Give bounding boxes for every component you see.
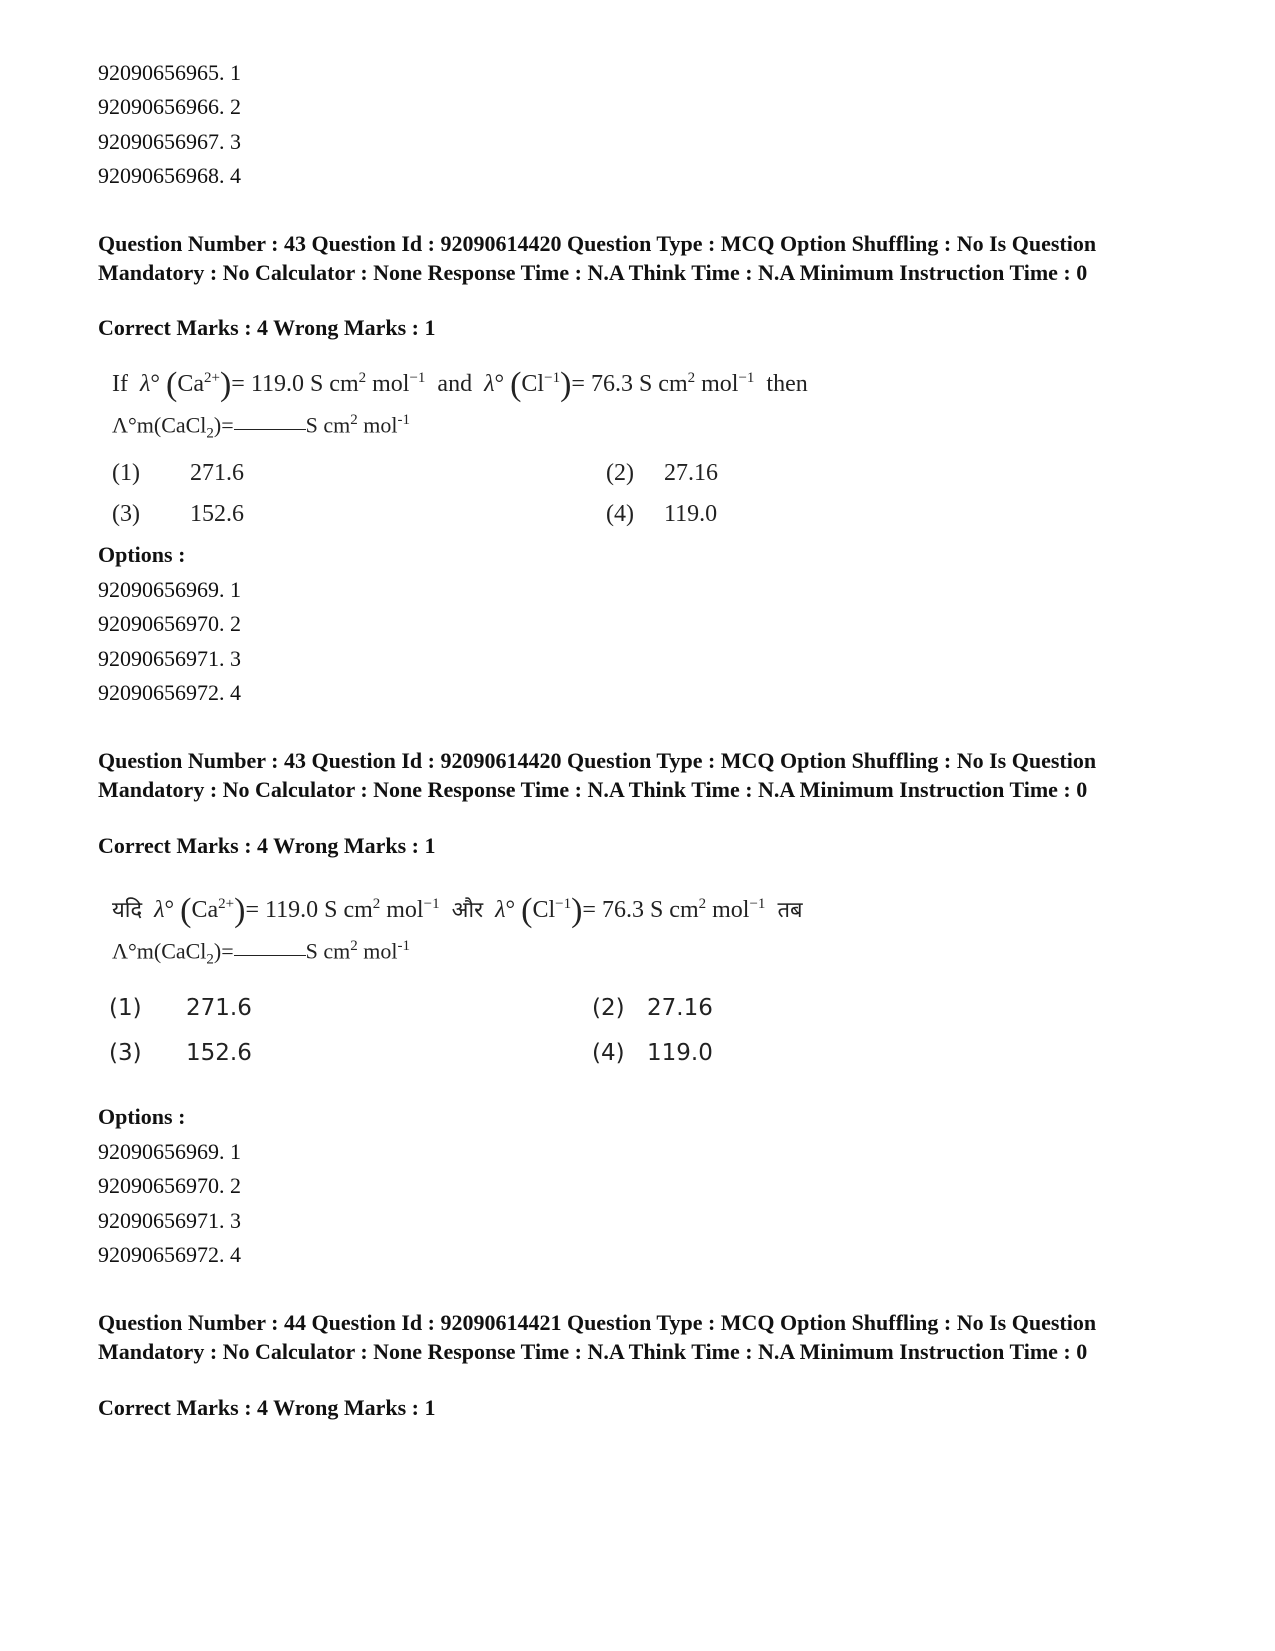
ion-ca: Ca xyxy=(191,897,219,923)
stem-if: If xyxy=(112,371,128,397)
answer-mol: mol xyxy=(363,412,398,438)
question-43-options xyxy=(98,573,241,710)
stem-if: यदि xyxy=(112,898,143,923)
choice-value: 119.0 xyxy=(664,501,718,527)
choice-value: 27.16 xyxy=(647,995,713,1021)
ion-ca-charge: 2+ xyxy=(204,370,220,386)
ion-cl: Cl xyxy=(521,371,545,397)
option-item: 92090656970. 2 xyxy=(98,1173,241,1199)
answer-sub: 2 xyxy=(206,951,214,968)
choice-value: 271.6 xyxy=(186,995,252,1021)
unit-exp: −1 xyxy=(749,896,766,912)
stem-and: and xyxy=(437,371,473,397)
ion-ca-charge: 2+ xyxy=(218,896,235,912)
previous-question-options xyxy=(98,56,241,193)
choice-number: (4) xyxy=(606,501,634,527)
unit-exp: −1 xyxy=(409,370,426,386)
question-43-hindi-options xyxy=(98,1135,241,1272)
stem-then: then xyxy=(766,371,808,397)
answer-blank xyxy=(234,955,306,956)
option-item: 92090656971. 3 xyxy=(98,1207,241,1233)
option-item: 92090656966. 2 xyxy=(98,94,241,120)
value-ca: = 119.0 S cm xyxy=(231,371,359,397)
value-cl: = 76.3 S cm xyxy=(582,897,699,923)
options-label: Options : xyxy=(98,1104,186,1129)
answer-lhs: Λ°m(CaCl xyxy=(112,938,207,964)
option-item: 92090656972. 4 xyxy=(98,1241,241,1267)
value-cl: = 76.3 S cm xyxy=(571,371,688,397)
unit-exp: −1 xyxy=(738,370,755,386)
question-43-stem: If λ° $(Ca^{2+})= 119.0$ S $cm^2$ mol$^{-1}$ and λ° $(Cl^{-1})= 76.3$ S $cm^2$ mol$^{-1}$ then Λ°m(CaCl$_2$)= S $cm^2$ mol$^{-1}$ xyxy=(112,366,808,442)
answer-unit: S cm xyxy=(305,938,351,964)
choice-number: (1) xyxy=(112,460,140,486)
option-item: 92090656971. 3 xyxy=(98,645,241,671)
question-43-hindi-meta: Question Number : 43 Question Id : 92090614420 Question Type : MCQ Option Shuffling : No Is Question Mandatory : No Calculator : None Response Time : N.A Think Time : N.A Minimum Instruction Time : 0 xyxy=(98,748,1097,802)
stem-then: तब xyxy=(777,898,803,923)
ion-cl-charge: −1 xyxy=(555,896,572,912)
choice-value: 152.6 xyxy=(186,1040,252,1066)
question-43-meta: Question Number : 43 Question Id : 92090614420 Question Type : MCQ Option Shuffling : No Is Question Mandatory : No Calculator : None Response Time : N.A Think Time : N.A Minimum Instruction Time : 0 xyxy=(98,231,1097,285)
answer-lhs: Λ°m(CaCl xyxy=(112,412,207,438)
choice-number: (1) xyxy=(109,995,142,1021)
choice-value: 152.6 xyxy=(190,501,244,527)
choice-value: 271.6 xyxy=(190,460,244,486)
choice-number: (3) xyxy=(109,1040,142,1066)
question-44-meta: Question Number : 44 Question Id : 92090614421 Question Type : MCQ Option Shuffling : No Is Question Mandatory : No Calculator : None Response Time : N.A Think Time : N.A Minimum Instruction Time : 0 xyxy=(98,1310,1097,1364)
answer-mol-exp: -1 xyxy=(397,412,411,428)
value-ca: = 119.0 S cm xyxy=(245,897,373,923)
question-43-marks: Correct Marks : 4 Wrong Marks : 1 xyxy=(98,315,436,340)
answer-sub: 2 xyxy=(206,425,214,442)
options-label: Options : xyxy=(98,542,186,567)
answer-eq: )= xyxy=(213,412,234,438)
option-item: 92090656968. 4 xyxy=(98,162,241,188)
answer-eq: )= xyxy=(213,938,234,964)
answer-unit-exp: 2 xyxy=(350,938,358,954)
option-item: 92090656965. 1 xyxy=(98,60,241,85)
option-item: 92090656972. 4 xyxy=(98,679,241,705)
option-item: 92090656970. 2 xyxy=(98,611,241,637)
question-43-hindi-stem: यदि λ° $(Ca^{2+})= 119.0$ S $cm^2$ mol$^{-1}$ और λ° $(Cl^{-1})= 76.3$ S $cm^2$ mol$^{-1}$ तब Λ°m(CaCl$_2$)= S $cm^2$ mol$^{-1}$ xyxy=(112,892,803,968)
stem-and: और xyxy=(451,898,484,923)
choice-number: (2) xyxy=(592,995,625,1021)
option-item: 92090656969. 1 xyxy=(98,1139,241,1164)
answer-unit-exp: 2 xyxy=(350,412,358,428)
ion-ca: Ca xyxy=(177,371,204,397)
unit-mol: mol xyxy=(712,897,750,923)
ion-cl-charge: −1 xyxy=(544,370,561,386)
choice-number: (4) xyxy=(592,1040,625,1066)
question-43-hindi-marks: Correct Marks : 4 Wrong Marks : 1 xyxy=(98,833,436,858)
choice-number: (3) xyxy=(112,501,140,527)
unit-mol: mol xyxy=(386,897,424,923)
answer-unit: S cm xyxy=(305,412,351,438)
option-item: 92090656967. 3 xyxy=(98,128,241,154)
option-item: 92090656969. 1 xyxy=(98,577,241,602)
question-43-hindi-choices xyxy=(109,986,762,1076)
unit-exp: −1 xyxy=(423,896,440,912)
unit-mol: mol xyxy=(701,371,739,397)
choice-number: (2) xyxy=(606,460,634,486)
question-43-choices xyxy=(112,453,762,535)
answer-mol: mol xyxy=(363,938,398,964)
answer-blank xyxy=(234,429,306,430)
unit-mol: mol xyxy=(372,371,410,397)
ion-cl: Cl xyxy=(532,897,556,923)
answer-mol-exp: -1 xyxy=(397,938,411,954)
choice-value: 27.16 xyxy=(664,460,718,486)
choice-value: 119.0 xyxy=(647,1040,713,1066)
question-44-marks: Correct Marks : 4 Wrong Marks : 1 xyxy=(98,1395,436,1420)
